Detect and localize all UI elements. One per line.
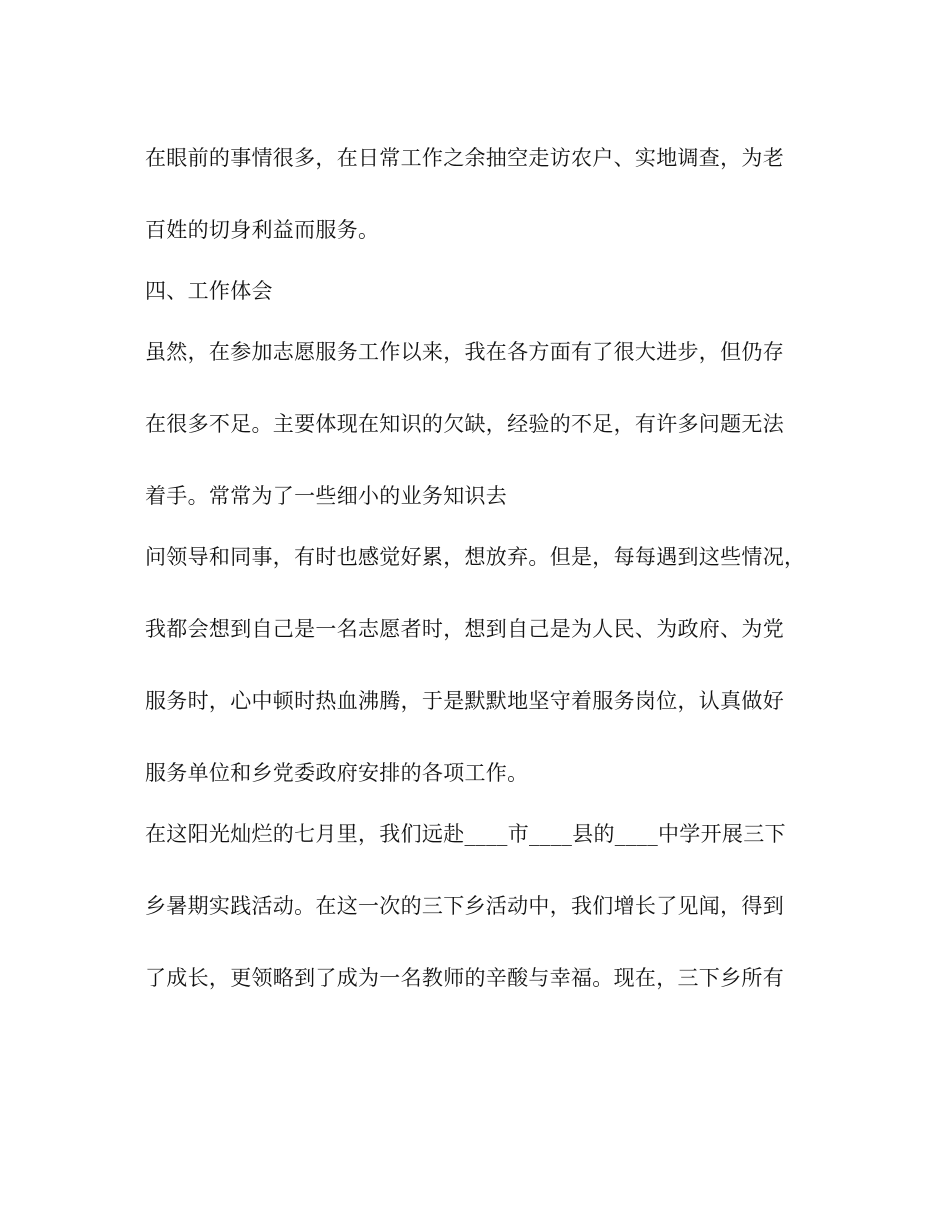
text-line: 在这阳光灿烂的七月里，我们远赴____市____县的____中学开展三下 xyxy=(145,822,786,846)
text-line: 百姓的切身利益而服务。 xyxy=(145,218,380,242)
text-line: 乡暑期实践活动。在这一次的三下乡活动中，我们增长了见闻，得到 xyxy=(145,894,784,918)
text-line: 着手。常常为了一些细小的业务知识去 xyxy=(145,484,508,508)
text-line: 问领导和同事，有时也感觉好累，想放弃。但是，每每遇到这些情况， xyxy=(145,545,806,569)
section-heading: 四、工作体会 xyxy=(145,279,273,303)
text-line: 了成长，更领略到了成为一名教师的辛酸与幸福。现在，三下乡所有 xyxy=(145,966,784,990)
text-line: 虽然，在参加志愿服务工作以来，我在各方面有了很大进步，但仍存 xyxy=(145,340,784,364)
text-line: 服务时，心中顿时热血沸腾，于是默默地坚守着服务岗位，认真做好 xyxy=(145,689,784,713)
text-line: 我都会想到自己是一名志愿者时，想到自己是为人民、为政府、为党 xyxy=(145,617,784,641)
text-line: 在很多不足。主要体现在知识的欠缺，经验的不足，有许多问题无法 xyxy=(145,412,784,436)
text-line: 服务单位和乡党委政府安排的各项工作。 xyxy=(145,761,529,785)
text-line: 在眼前的事情很多，在日常工作之余抽空走访农户、实地调查，为老 xyxy=(145,146,784,170)
